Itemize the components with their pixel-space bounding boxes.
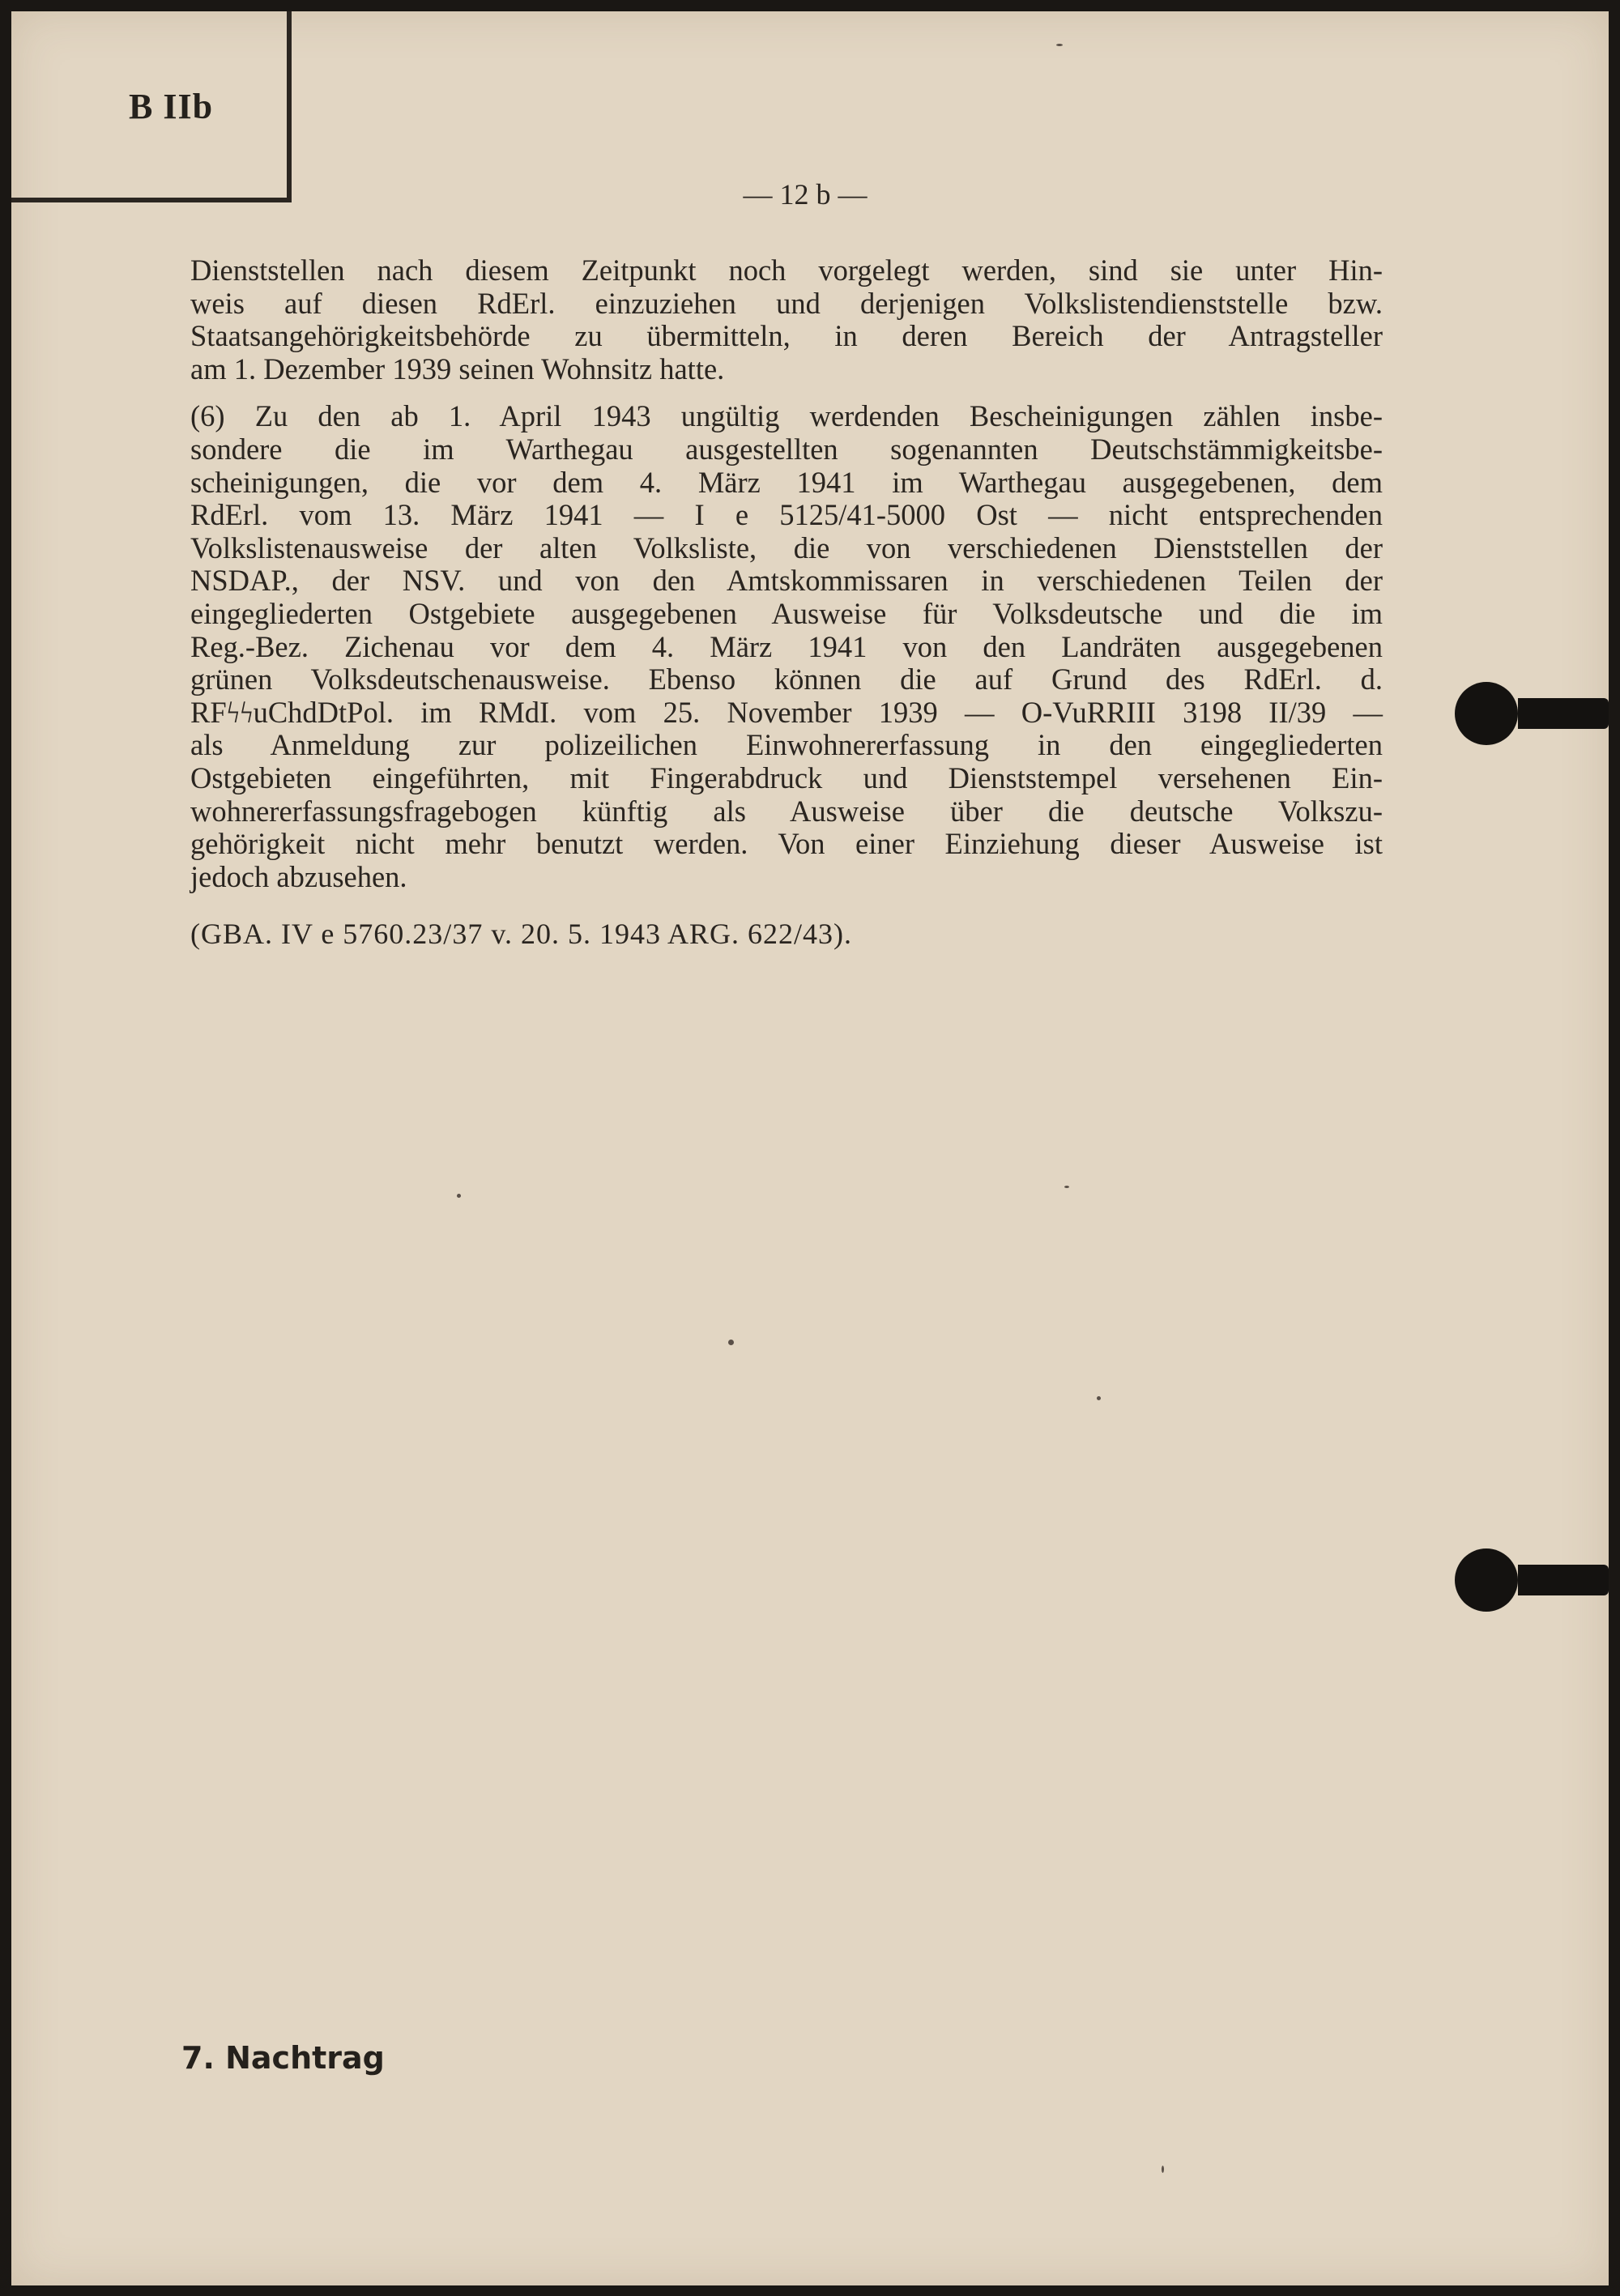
punch-hole-tail: [1518, 1565, 1609, 1595]
text-line: grünen Volksdeutschenausweise. Ebenso können die auf Grund des RdErl. d.: [190, 662, 1383, 696]
paragraph: [190, 254, 1383, 386]
section-label: B IIb: [129, 87, 214, 126]
text-line: Ostgebieten eingeführten, mit Fingerabdruck und Dienststempel versehenen Ein-: [190, 760, 1383, 794]
text-line: weis auf diesen RdErl. einzuziehen und derjenigen Volkslistendienststelle bzw.: [190, 286, 1383, 320]
paragraph: [190, 400, 1383, 893]
page-number: — 12 b —: [743, 178, 868, 211]
paper-speck: [1064, 1186, 1069, 1188]
text-line: Dienststellen nach diesem Zeitpunkt noch vorgelegt werden, sind sie unter Hin-: [190, 253, 1383, 287]
text-line: NSDAP., der NSV. und von den Amtskommissaren in verschiedenen Teilen der: [190, 564, 1383, 598]
paper-speck: [1056, 44, 1063, 46]
text-line: Volkslistenausweise der alten Volksliste, die von verschiedenen Dienststellen der: [190, 530, 1383, 564]
text-line: wohnererfassungsfragebogen künftig als Ausweise über die deutsche Volkszu-: [190, 794, 1383, 828]
text-line: scheinigungen, die vor dem 4. März 1941 im Warthegau ausgegebenen, dem: [190, 465, 1383, 499]
text-line: Staatsangehörigkeitsbehörde zu übermitteln, in deren Bereich der Antragsteller: [190, 319, 1383, 353]
paper-speck: [728, 1340, 734, 1345]
text-line: (6) Zu den ab 1. April 1943 ungültig werdenden Bescheinigungen zählen insbe-: [190, 399, 1383, 433]
text-line: gehörigkeit nicht mehr benutzt werden. Von einer Einziehung dieser Ausweise ist: [190, 827, 1383, 861]
supplement-note: 7. Nachtrag: [181, 2040, 385, 2076]
text-line: Reg.-Bez. Zichenau vor dem 4. März 1941 von den Landräten ausgegebenen: [190, 629, 1383, 663]
punch-hole-tail: [1518, 698, 1609, 729]
section-box: [11, 11, 292, 202]
text-line: als Anmeldung zur polizeilichen Einwohnererfassung in den eingegliederten: [190, 728, 1383, 762]
text-line: jedoch abzusehen.: [190, 859, 407, 893]
citation: (GBA. IV e 5760.23/37 v. 20. 5. 1943 ARG. 622/43).: [190, 918, 852, 950]
paper-speck: [1162, 2166, 1164, 2173]
paper-speck: [457, 1194, 461, 1198]
punch-hole-bottom: [1455, 1548, 1518, 1612]
text-line: sondere die im Warthegau ausgestellten sogenannten Deutschstämmigkeitsbe-: [190, 432, 1383, 466]
text-line: eingegliederten Ostgebiete ausgegebenen Ausweise für Volksdeutsche und die im: [190, 596, 1383, 630]
text-line: RdErl. vom 13. März 1941 — I e 5125/41-5000 Ost — nicht entsprechenden: [190, 498, 1383, 532]
text-line: am 1. Dezember 1939 seinen Wohnsitz hatte.: [190, 351, 725, 386]
text-line: RFϟϟuChdDtPol. im RMdI. vom 25. November 1939 — O-VuRRIII 3198 II/39 —: [190, 695, 1383, 729]
document-body: [190, 254, 1383, 908]
punch-hole-top: [1455, 682, 1518, 745]
document-page: [11, 11, 1609, 2285]
paper-speck: [1097, 1396, 1101, 1400]
